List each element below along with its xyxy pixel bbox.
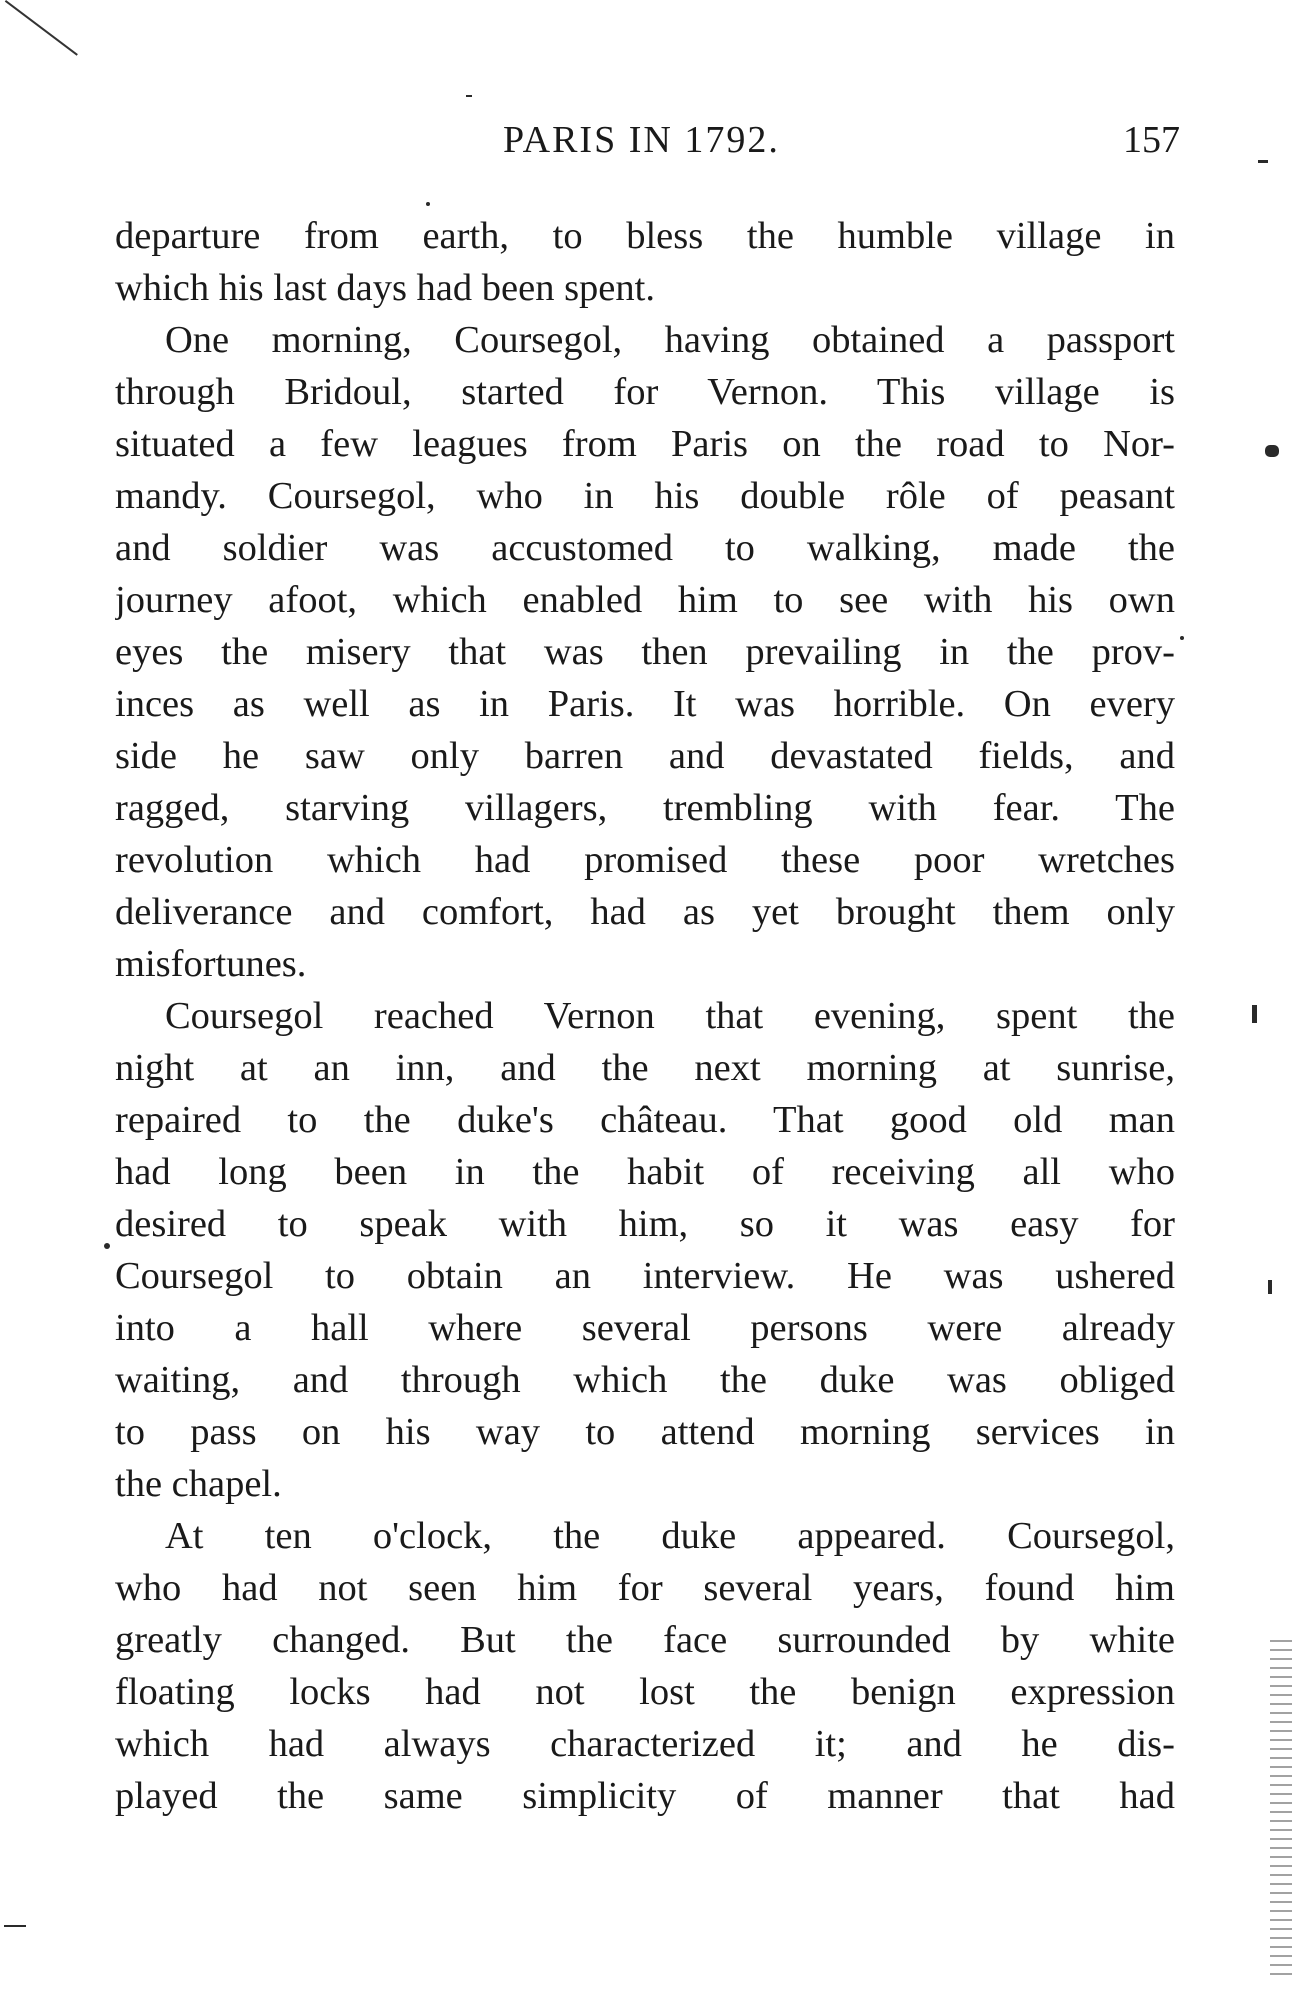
text-line: who had not seen him for several years, found him	[115, 1567, 1175, 1609]
text-line: waiting, and through which the duke was obliged	[115, 1359, 1175, 1401]
text-line: to pass on his way to attend morning services in	[115, 1411, 1175, 1453]
text-line: inces as well as in Paris. It was horrible. On every	[115, 683, 1175, 725]
body-text	[115, 210, 1175, 1822]
text-line: ragged, starving villagers, trembling with fear. The	[115, 787, 1175, 829]
text-line: At ten o'clock, the duke appeared. Coursegol,	[165, 1515, 1175, 1557]
text-line: One morning, Coursegol, having obtained a passport	[165, 319, 1175, 361]
text-line: and soldier was accustomed to walking, made the	[115, 527, 1175, 569]
text-line: departure from earth, to bless the humble village in	[115, 215, 1175, 257]
text-line: night at an inn, and the next morning at sunrise,	[115, 1047, 1175, 1089]
text-line: had long been in the habit of receiving all who	[115, 1151, 1175, 1193]
text-line: floating locks had not lost the benign expression	[115, 1671, 1175, 1713]
text-line: greatly changed. But the face surrounded by white	[115, 1619, 1175, 1661]
scan-speck	[426, 202, 430, 206]
text-line: through Bridoul, started for Vernon. This village is	[115, 371, 1175, 413]
scan-corner-mark	[5, 0, 78, 56]
text-line: repaired to the duke's château. That good old man	[115, 1099, 1175, 1141]
paragraph	[115, 1510, 1175, 1822]
text-line: which had always characterized it; and he dis-	[115, 1723, 1175, 1765]
scan-speck	[1265, 445, 1279, 457]
scan-speck	[1268, 1280, 1272, 1294]
paragraph	[115, 210, 1175, 314]
page-number: 157	[1123, 119, 1180, 161]
text-line: Coursegol to obtain an interview. He was ushered	[115, 1255, 1175, 1297]
text-line: eyes the misery that was then prevailing in the prov-	[115, 631, 1175, 673]
scan-edge-speckle	[1270, 1640, 1292, 1980]
scan-speck	[1258, 160, 1268, 163]
text-line: Coursegol reached Vernon that evening, spent the	[165, 995, 1175, 1037]
scan-speck	[1180, 636, 1184, 640]
text-line: deliverance and comfort, had as yet brought them only	[115, 891, 1175, 933]
text-line: which his last days had been spent.	[115, 267, 655, 309]
paragraph	[115, 314, 1175, 990]
running-head-title: PARIS IN 1792.	[503, 119, 780, 161]
text-line: journey afoot, which enabled him to see with his own	[115, 579, 1175, 621]
scan-speck	[1252, 1005, 1257, 1023]
scan-speck	[466, 95, 472, 97]
text-line: into a hall where several persons were already	[115, 1307, 1175, 1349]
text-line: desired to speak with him, so it was easy for	[115, 1203, 1175, 1245]
running-head	[115, 118, 1180, 168]
text-line: mandy. Coursegol, who in his double rôle of peasant	[115, 475, 1175, 517]
text-line: the chapel.	[115, 1463, 282, 1505]
text-line: situated a few leagues from Paris on the road to Nor-	[115, 423, 1175, 465]
paragraph	[115, 990, 1175, 1510]
scan-speck	[104, 1243, 110, 1249]
text-line: side he saw only barren and devastated fields, and	[115, 735, 1175, 777]
text-line: misfortunes.	[115, 943, 307, 985]
text-line: revolution which had promised these poor wretches	[115, 839, 1175, 881]
text-line: played the same simplicity of manner that had	[115, 1775, 1175, 1817]
scan-speck	[4, 1925, 26, 1927]
